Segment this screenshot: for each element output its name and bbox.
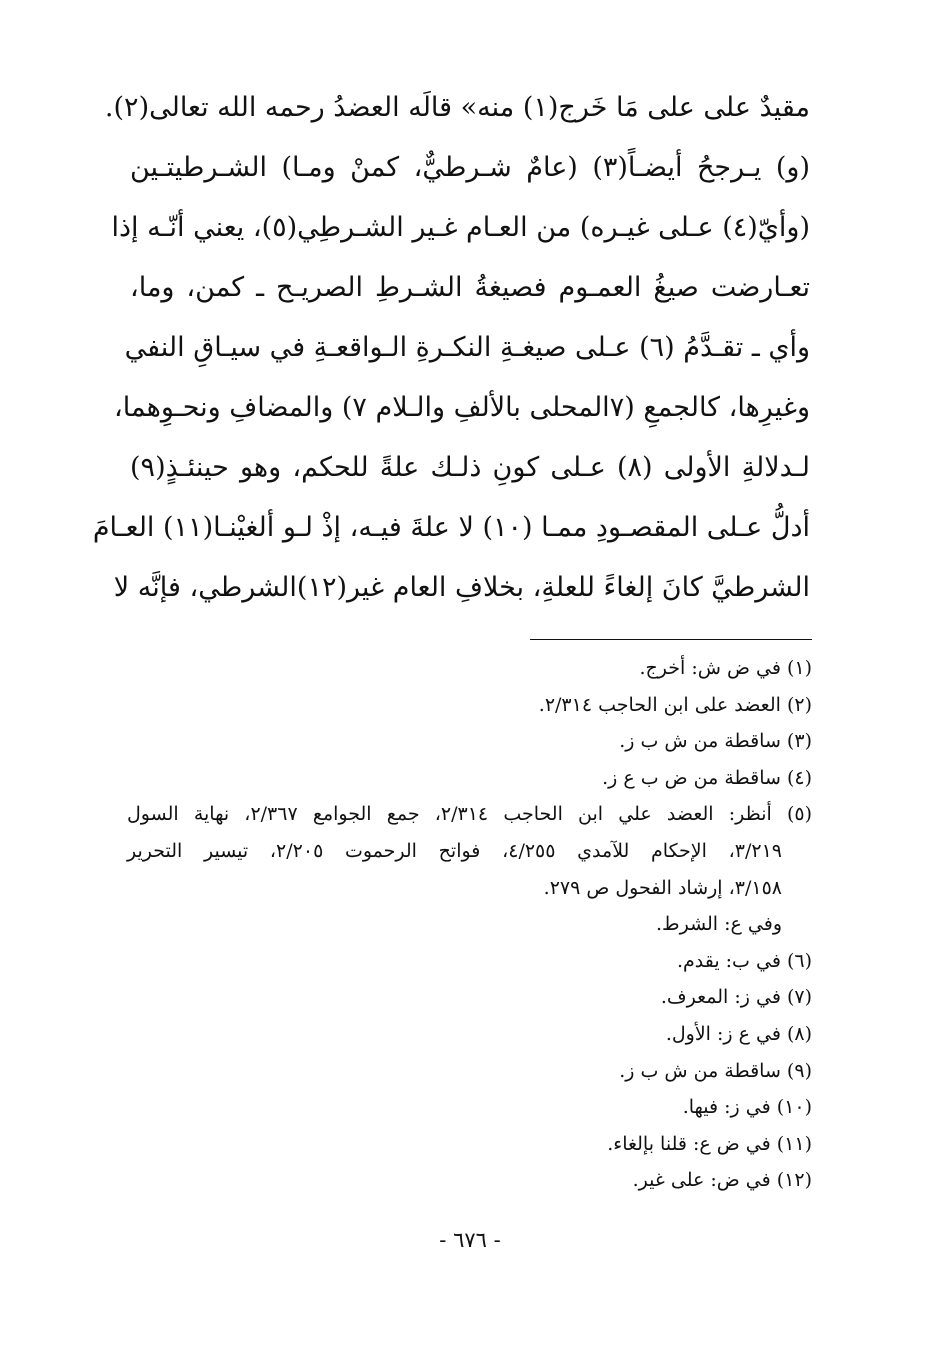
footnote: (٧) في ز: المعرف. bbox=[660, 986, 812, 1009]
footnotes bbox=[127, 650, 812, 1199]
footnote-continuation: ٣/٢١٩، الإحكام للآمدي ٤/٢٥٥، فواتح الرحموت ٢/٢٠٥، تيسير التحرير bbox=[127, 839, 782, 862]
footnote: (٥) أنظر: العضد علي ابن الحاجب ٢/٣١٤، جمع الجوامع ٢/٣٦٧، نهاية السول bbox=[127, 803, 812, 826]
footnote-continuation: ٣/١٥٨، إرشاد الفحول ص ٢٧٩. bbox=[543, 876, 782, 899]
footnote-continuation: وفي ع: الشرط. bbox=[655, 913, 782, 936]
text-line: وأي ـ تقـدَّمُ (٦) عـلى صيغـةِ النكـرةِ الـواقعـةِ في سيـاقِ النفي bbox=[124, 332, 810, 363]
text-line: لـدلالةِ الأولى (٨) عـلى كونِ ذلـك علةً للحكم، وهو حينئـذٍ(٩) bbox=[130, 452, 810, 483]
text-line: أدلُّ عـلى المقصـودِ ممـا (١٠) لا علةَ فيـه، إذْ لـو ألغيْنـا(١١) العـامَ bbox=[92, 512, 810, 543]
page-number: - ٦٧٦ - bbox=[439, 1228, 501, 1252]
footnote: (٦) في ب: يقدم. bbox=[676, 949, 812, 972]
footnote: (٩) ساقطة من ش ب ز. bbox=[619, 1059, 812, 1082]
text-line: الشرطيَّ كانَ إلغاءً للعلةِ، بخلافِ العام غير(١٢)الشرطي، فإنَّه لا bbox=[113, 572, 810, 603]
footnote-separator bbox=[530, 639, 812, 640]
footnote: (٨) في ع ز: الأول. bbox=[665, 1022, 812, 1045]
text-line: مقيدٌ على على مَا خَرج(١) منه» قالَه العضدُ رحمه الله تعالى(٢). bbox=[104, 92, 810, 123]
footnote: (٣) ساقطة من ش ب ز. bbox=[619, 730, 812, 753]
text-line: (و) يـرجحُ أيضـاً(٣) (عامٌ شـرطيٌّ، كمنْ ومـا) الشـرطيتـين bbox=[130, 152, 810, 183]
footnote: (٤) ساقطة من ض ب ع ز. bbox=[602, 766, 812, 789]
text-line: (وأيّ(٤) عـلى غيـره) من العـام غـير الشـرطِي(٥)، يعني أنّـه إذا bbox=[111, 212, 810, 243]
footnote: (١) في ض ش: أخرج. bbox=[639, 657, 812, 679]
footnote: (١٢) في ض: على غير. bbox=[632, 1169, 812, 1192]
main-text bbox=[92, 78, 810, 618]
text-line: وغيرِها، كالجمعِ (٧المحلى بالألفِ والـلام ٧) والمضافِ ونحـوِهما، bbox=[114, 392, 810, 423]
footnote: (١٠) في ز: فيها. bbox=[682, 1096, 812, 1119]
footnote: (٢) العضد على ابن الحاجب ٢/٣١٤. bbox=[538, 693, 812, 716]
text-line: تعـارضت صيغُ العمـوم فصيغةُ الشـرطِ الصريـح ـ كمن، وما، bbox=[130, 272, 810, 303]
footnote: (١١) في ض ع: قلنا بإلغاء. bbox=[607, 1132, 812, 1155]
